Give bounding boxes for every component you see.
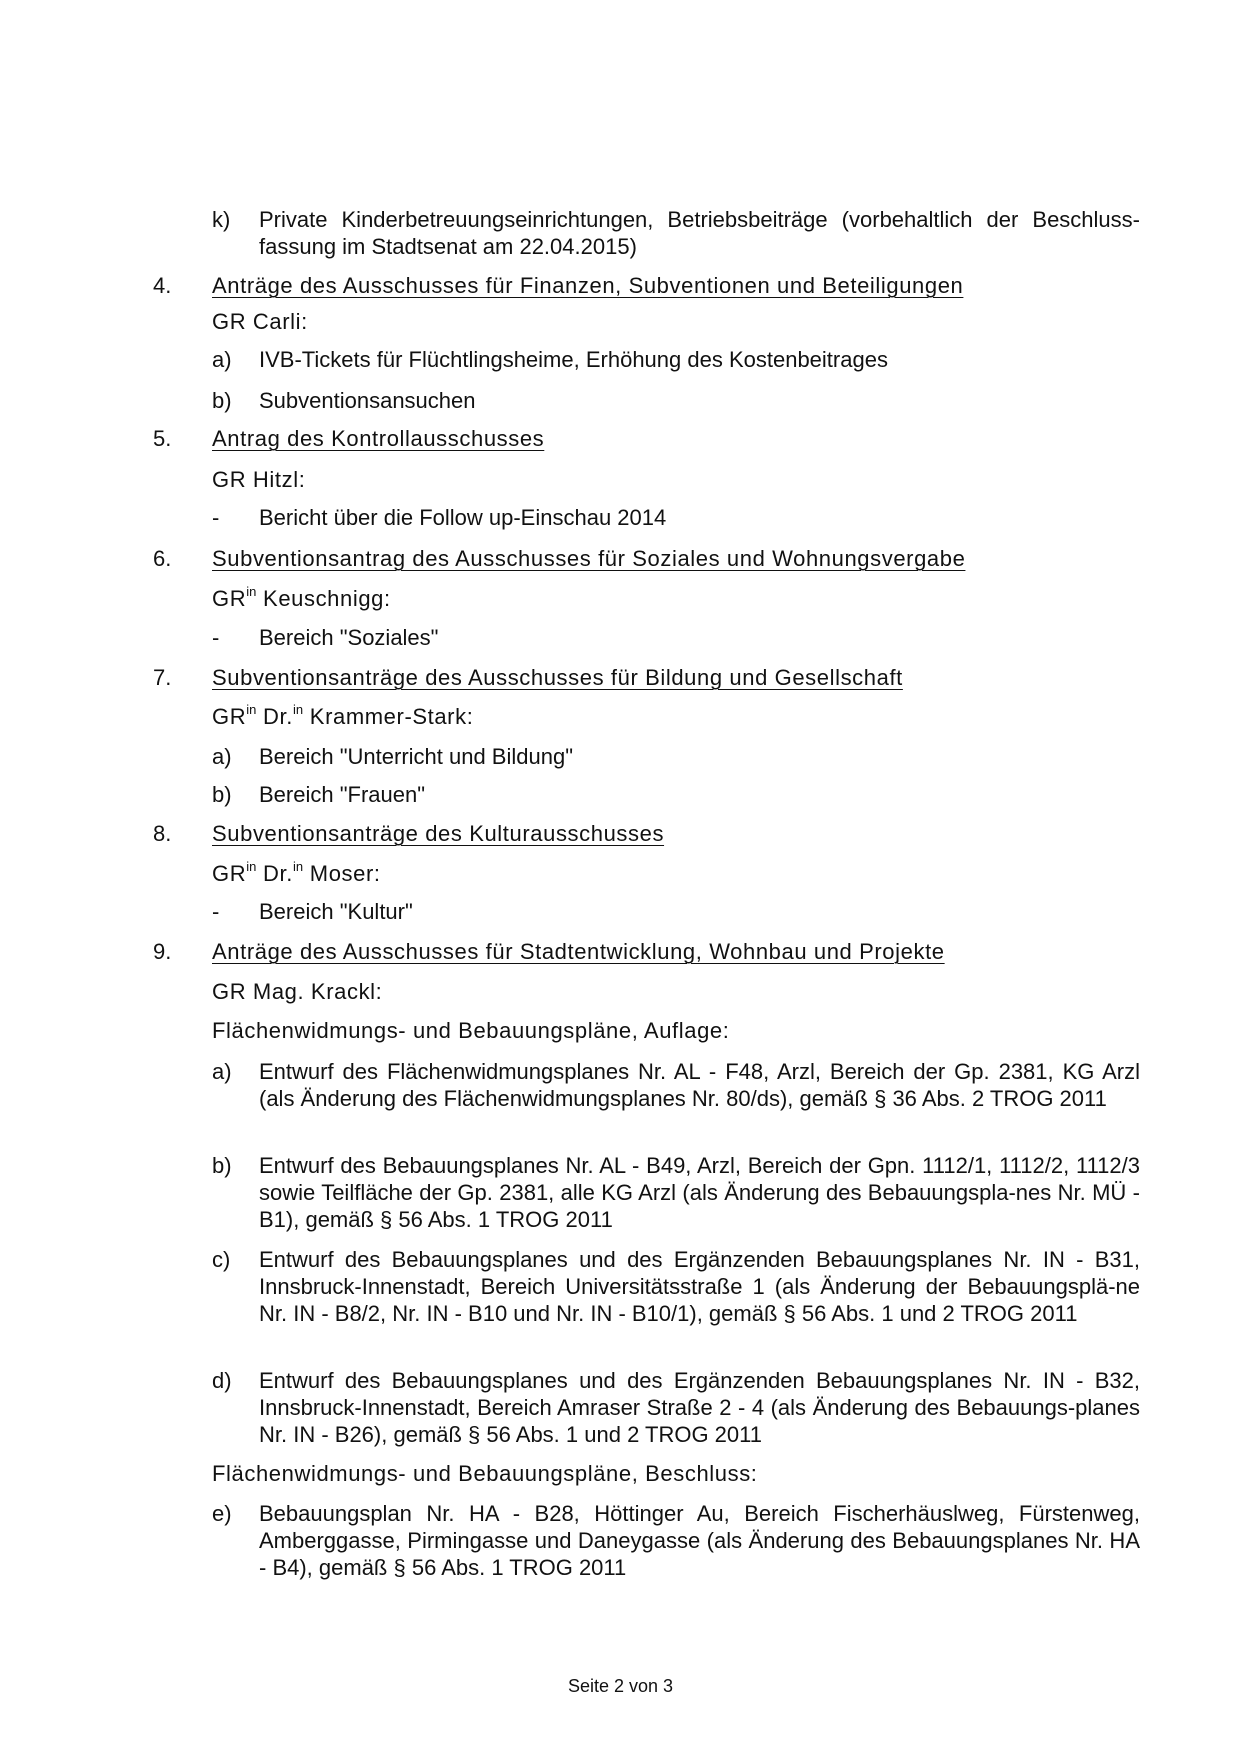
agenda-item-9a xyxy=(212,1058,1140,1112)
section-number-9: 9. xyxy=(153,939,172,964)
speaker-4: GR Carli: xyxy=(212,309,308,334)
section-heading-6: Subventionsantrag des Ausschusses für Soziales und Wohnungsvergabe xyxy=(212,546,966,571)
speaker-superscript: in xyxy=(246,584,257,599)
item-marker: k) xyxy=(212,207,231,232)
subheading-auflage: Flächenwidmungs- und Bebauungspläne, Auflage: xyxy=(212,1018,730,1043)
section-number-8: 8. xyxy=(153,821,172,846)
section-heading-9: Anträge des Ausschusses für Stadtentwicklung, Wohnbau und Projekte xyxy=(212,939,945,964)
speaker-title: GR xyxy=(212,861,247,886)
item-marker: b) xyxy=(212,388,232,413)
speaker-5: GR Hitzl: xyxy=(212,467,306,492)
agenda-item-9e xyxy=(212,1500,1140,1581)
page-footer: Seite 2 von 3 xyxy=(567,1676,674,1696)
agenda-item-k xyxy=(212,206,1140,260)
item-marker: - xyxy=(212,625,220,650)
speaker-8 xyxy=(212,860,381,887)
speaker-name: Moser: xyxy=(303,861,381,886)
speaker-9: GR Mag. Krackl: xyxy=(212,979,383,1004)
speaker-title: GR xyxy=(212,586,247,611)
item-marker: - xyxy=(212,899,220,924)
item-marker: - xyxy=(212,505,220,530)
agenda-item-8 xyxy=(212,898,1140,925)
section-number-7: 7. xyxy=(153,665,172,690)
item-text: Bereich "Unterricht und Bildung" xyxy=(259,744,574,769)
agenda-item-9d xyxy=(212,1367,1140,1448)
item-marker: c) xyxy=(212,1247,231,1272)
speaker-name: Keuschnigg: xyxy=(256,586,391,611)
agenda-item-4b xyxy=(212,387,1140,414)
section-number-4: 4. xyxy=(153,273,172,298)
item-text: Bereich "Kultur" xyxy=(259,899,413,924)
agenda-item-9b xyxy=(212,1152,1140,1233)
item-text: Subventionsansuchen xyxy=(259,388,476,413)
speaker-superscript: in xyxy=(246,702,257,717)
speaker-degree: Dr. xyxy=(256,861,293,886)
item-text: Private Kinderbetreuungseinrichtungen, Betriebsbeiträge (vorbehaltlich der Beschluss-fassung im Stadtsenat am 22.04.2015) xyxy=(259,207,1140,259)
item-text: Entwurf des Bebauungsplanes und des Ergänzenden Bebauungsplanes Nr. IN - B31, Innsbruck-Innenstadt, Bereich Universitätsstraße 1 (als Änderung der Bebauungsplä-ne Nr. IN - B8/2, Nr. IN - B10 und Nr. IN - B10/1), gemäß § 56 Abs. 1 und 2 TROG 2011 xyxy=(259,1247,1140,1326)
section-number-6: 6. xyxy=(153,546,172,571)
item-text: Bereich "Frauen" xyxy=(259,782,426,807)
section-heading-8: Subventionsanträge des Kulturausschusses xyxy=(212,821,665,846)
subheading-beschluss: Flächenwidmungs- und Bebauungspläne, Beschluss: xyxy=(212,1461,758,1486)
speaker-superscript: in xyxy=(292,859,304,874)
speaker-degree: Dr. xyxy=(256,704,293,729)
speaker-6 xyxy=(212,585,391,612)
section-heading-4: Anträge des Ausschusses für Finanzen, Subventionen und Beteiligungen xyxy=(212,273,964,298)
item-marker: e) xyxy=(212,1501,232,1526)
item-marker: d) xyxy=(212,1368,232,1393)
section-heading-7: Subventionsanträge des Ausschusses für Bildung und Gesellschaft xyxy=(212,665,903,690)
item-text: Bebauungsplan Nr. HA - B28, Höttinger Au, Bereich Fischerhäuslweg, Fürstenweg, Amberggasse, Pirmingasse und Daneygasse (als Änderung des Bebauungsplanes Nr. HA - B4), gemäß § 56 Abs. 1 TROG 2011 xyxy=(259,1501,1140,1580)
speaker-title: GR xyxy=(212,704,247,729)
item-marker: b) xyxy=(212,782,232,807)
agenda-item-4a xyxy=(212,346,1140,373)
item-marker: b) xyxy=(212,1153,232,1178)
agenda-item-7a xyxy=(212,743,1140,770)
item-text: Entwurf des Bebauungsplanes Nr. AL - B49, Arzl, Bereich der Gpn. 1112/1, 1112/2, 1112/3 sowie Teilfläche der Gp. 2381, alle KG Arzl (als Änderung des Bebauungspla-nes Nr. MÜ - B1), gemäß § 56 Abs. 1 TROG 2011 xyxy=(259,1153,1140,1232)
item-text: IVB-Tickets für Flüchtlingsheime, Erhöhung des Kostenbeitrages xyxy=(259,347,888,372)
item-marker: a) xyxy=(212,1059,232,1084)
speaker-name: Krammer-Stark: xyxy=(303,704,474,729)
agenda-item-9c xyxy=(212,1246,1140,1327)
agenda-item-6 xyxy=(212,624,1140,651)
section-heading-5: Antrag des Kontrollausschusses xyxy=(212,426,545,451)
speaker-7 xyxy=(212,703,473,730)
speaker-superscript: in xyxy=(292,702,304,717)
item-marker: a) xyxy=(212,347,232,372)
item-marker: a) xyxy=(212,744,232,769)
item-text: Entwurf des Flächenwidmungsplanes Nr. AL - F48, Arzl, Bereich der Gp. 2381, KG Arzl (als Änderung des Flächenwidmungsplanes Nr. 80/ds), gemäß § 36 Abs. 2 TROG 2011 xyxy=(259,1059,1140,1111)
agenda-item-5 xyxy=(212,504,1140,531)
agenda-item-7b xyxy=(212,781,1140,808)
speaker-superscript: in xyxy=(246,859,257,874)
item-text: Entwurf des Bebauungsplanes und des Ergänzenden Bebauungsplanes Nr. IN - B32, Innsbruck-Innenstadt, Bereich Amraser Straße 2 - 4 (als Änderung des Bebauungs-planes Nr. IN - B26), gemäß § 56 Abs. 1 und 2 TROG 2011 xyxy=(259,1368,1140,1447)
item-text: Bereich "Soziales" xyxy=(259,625,439,650)
section-number-5: 5. xyxy=(153,426,172,451)
item-text: Bericht über die Follow up-Einschau 2014 xyxy=(259,505,667,530)
